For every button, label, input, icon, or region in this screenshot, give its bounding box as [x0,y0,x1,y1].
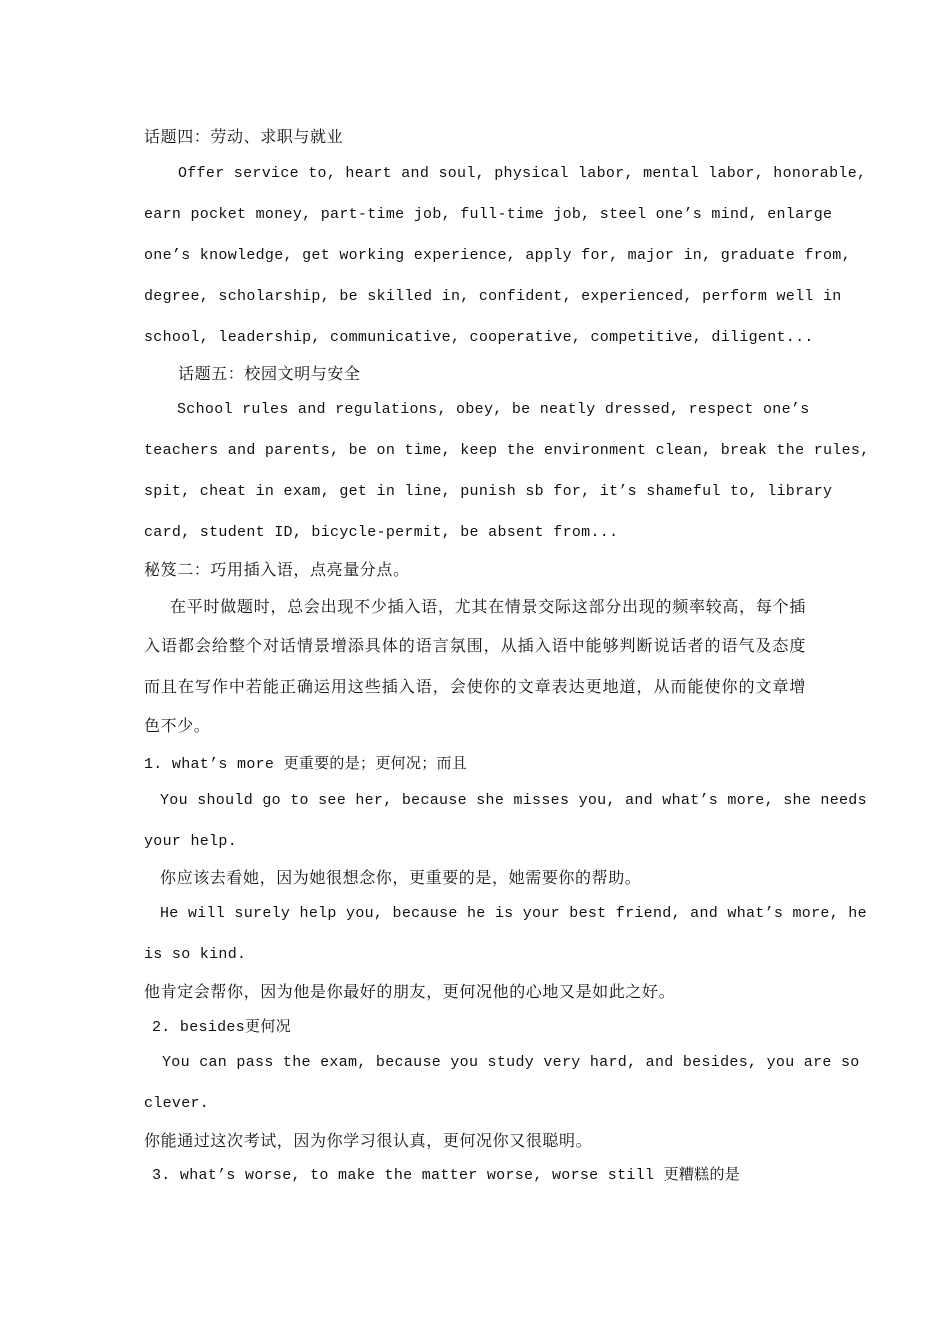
topic5-heading: 话题五：校园文明与安全 [178,364,361,383]
topic5-line: School rules and regulations, obey, be neatly dressed, respect one’s [177,401,810,418]
tip2-para-line: 色不少。 [144,716,211,735]
tip2-para-line: 在平时做题时，总会出现不少插入语，尤其在情景交际这部分出现的频率较高，每个插 [170,597,806,616]
item1-example-line: is so kind. [144,946,247,963]
topic4-line: school, leadership, communicative, cooperative, competitive, diligent... [144,329,814,346]
topic5-line: teachers and parents, be on time, keep the environment clean, break the rules, [144,442,870,459]
item2-title: 2. besides更何况 [152,1019,291,1036]
item1-translation: 他肯定会帮你，因为他是你最好的朋友，更何况他的心地又是如此之好。 [144,982,676,1001]
item2-example-line: You can pass the exam, because you study very hard, and besides, you are so [162,1054,860,1071]
tip2-para-line: 而且在写作中若能正确运用这些插入语，会使你的文章表达更地道，从而能使你的文章增 [144,677,806,696]
item1-example-line: You should go to see her, because she misses you, and what’s more, she needs [160,792,867,809]
topic4-line: one’s knowledge, get working experience, apply for, major in, graduate from, [144,247,851,264]
topic4-line: Offer service to, heart and soul, physical labor, mental labor, honorable, [178,165,867,182]
topic4-heading: 话题四：劳动、求职与就业 [144,127,344,146]
item2-example-line: clever. [144,1095,210,1112]
item1-translation: 你应该去看她，因为她很想念你，更重要的是，她需要你的帮助。 [160,868,642,887]
item3-title: 3. what’s worse, to make the matter worse, worse still 更糟糕的是 [152,1167,741,1184]
tip2-heading: 秘笈二：巧用插入语，点亮量分点。 [144,560,410,579]
tip2-para-line: 入语都会给整个对话情景增添具体的语言氛围，从插入语中能够判断说话者的语气及态度 [144,636,806,655]
topic5-line: card, student ID, bicycle-permit, be absent from... [144,524,619,541]
topic5-line: spit, cheat in exam, get in line, punish sb for, it’s shameful to, library [144,483,833,500]
topic4-line: earn pocket money, part-time job, full-time job, steel one’s mind, enlarge [144,206,833,223]
item1-example-line: He will surely help you, because he is your best friend, and what’s more, he [160,905,867,922]
item2-translation: 你能通过这次考试，因为你学习很认真，更何况你又很聪明。 [144,1131,593,1150]
item1-title: 1. what’s more 更重要的是；更何况；而且 [144,756,468,773]
item1-example-line: your help. [144,833,238,850]
topic4-line: degree, scholarship, be skilled in, confident, experienced, perform well in [144,288,842,305]
